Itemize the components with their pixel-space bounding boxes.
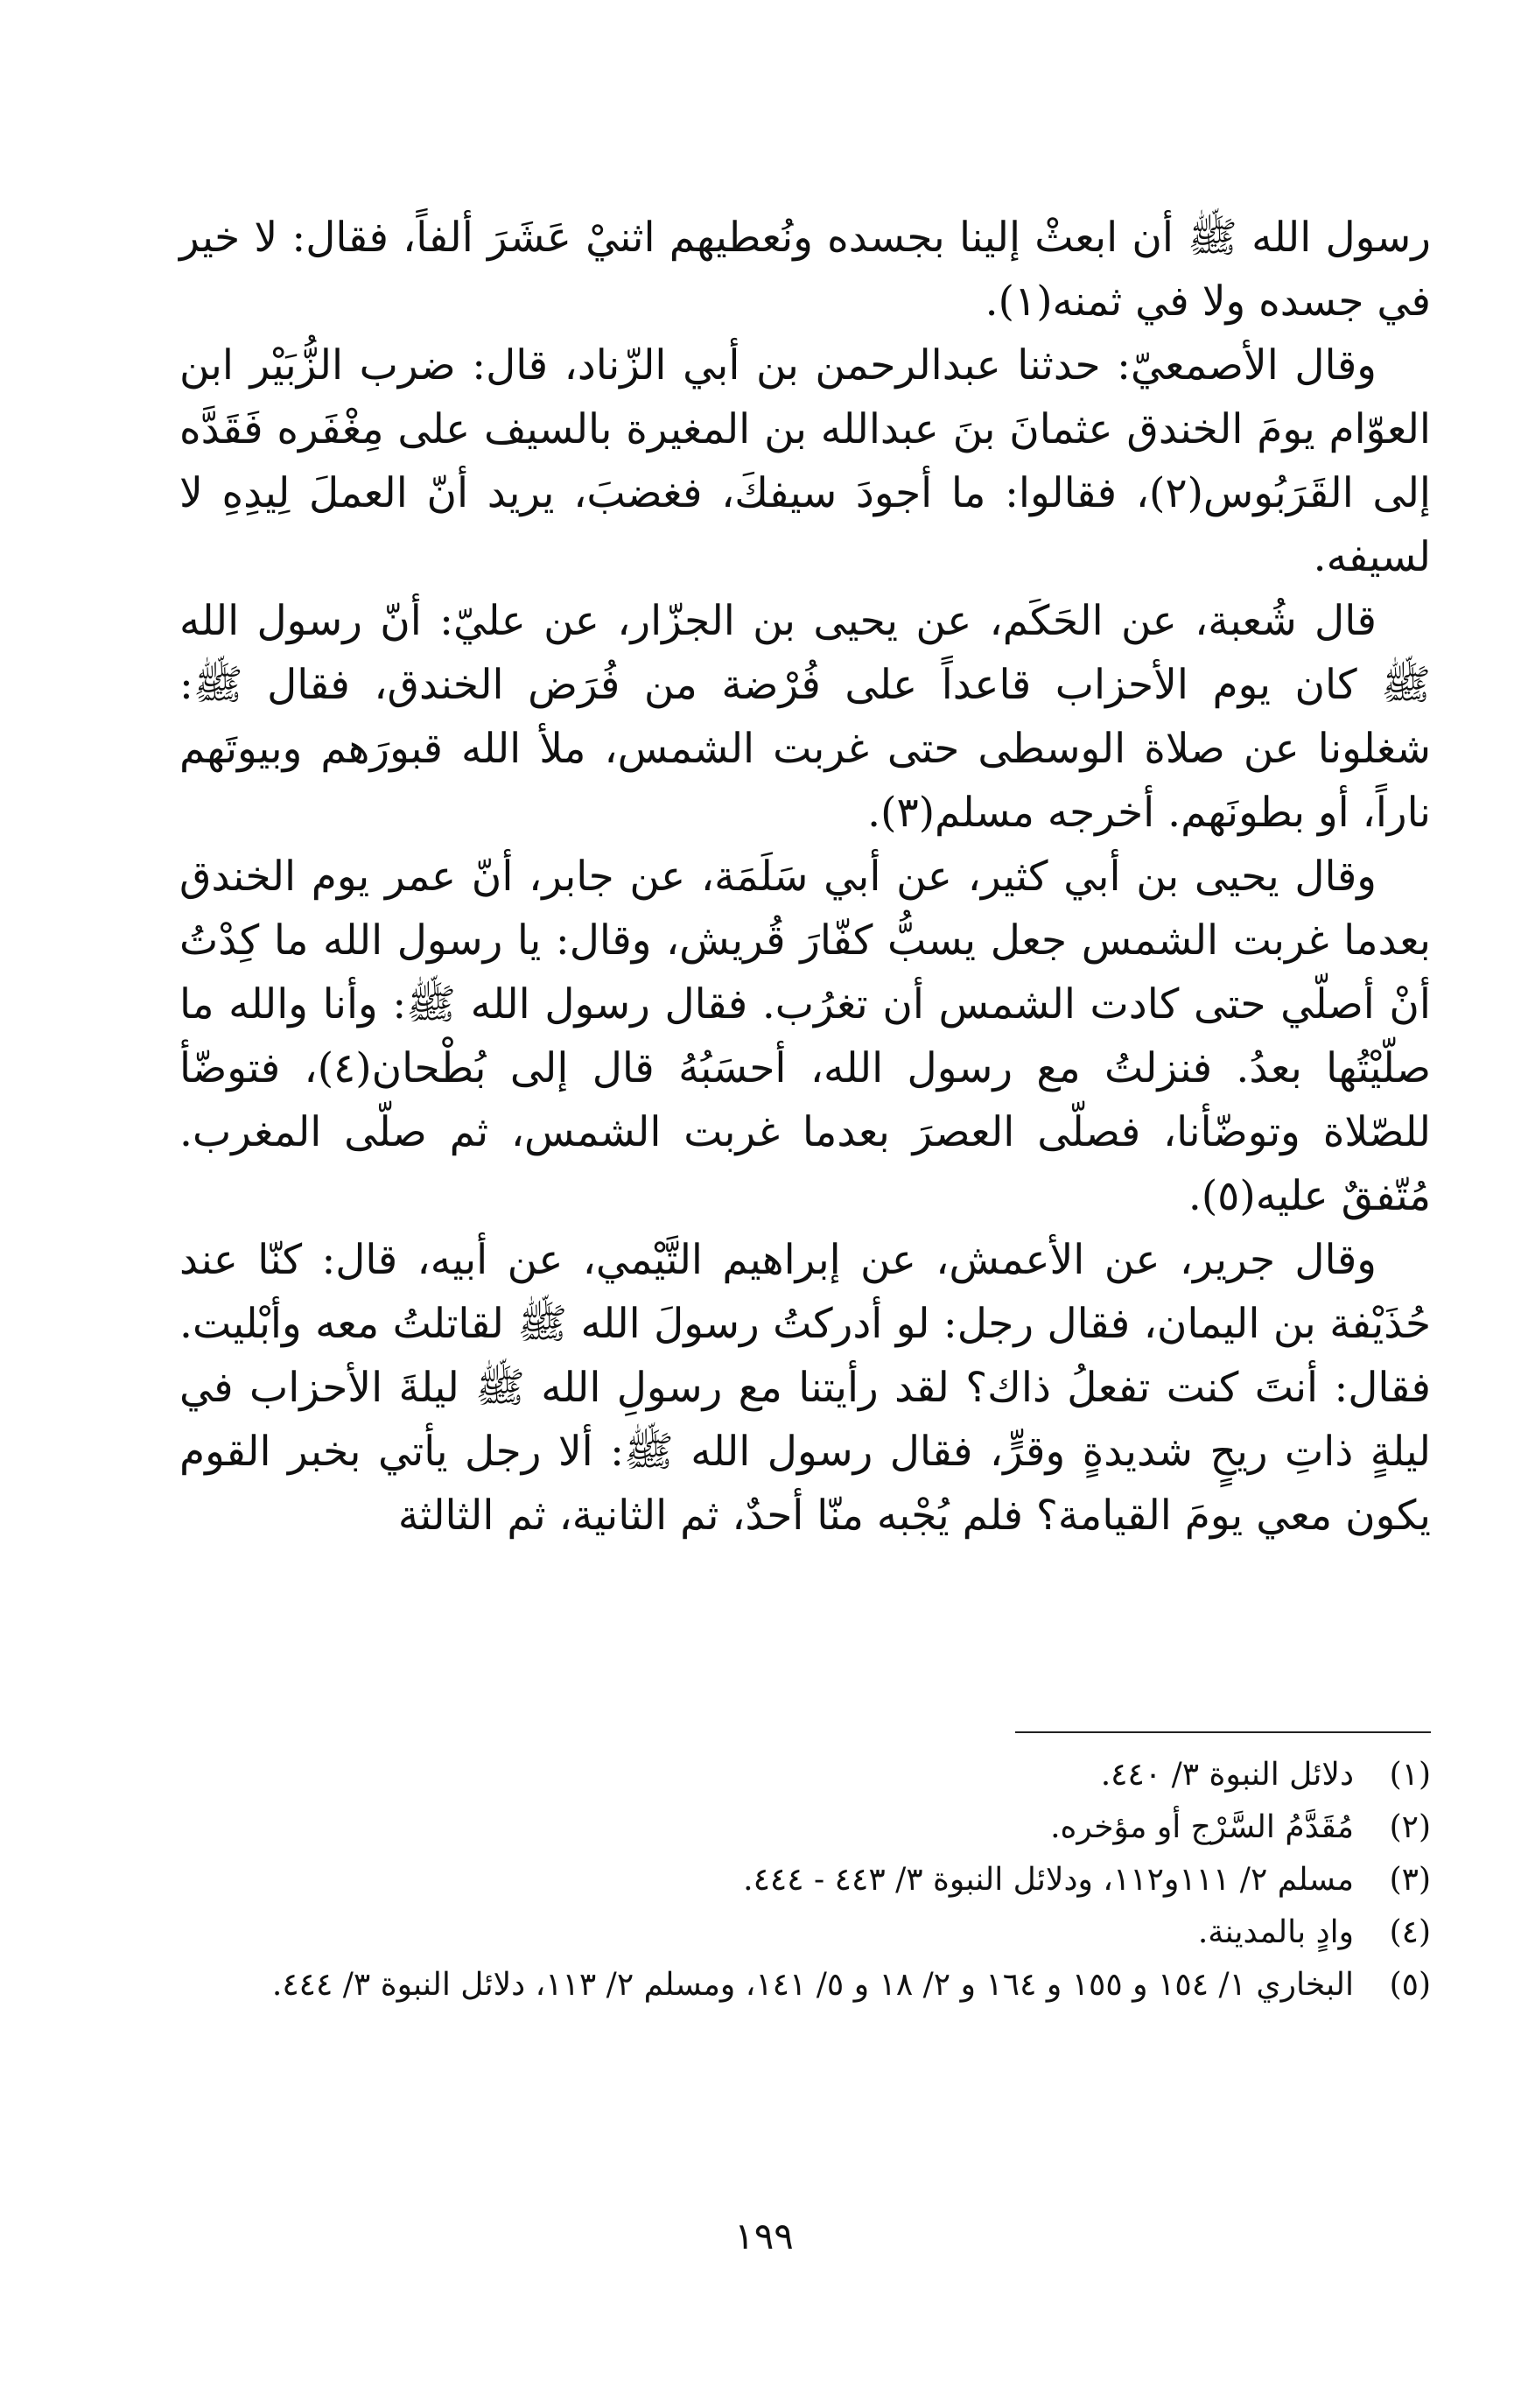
footnote-number: (٤) [1389, 1914, 1431, 1950]
footnote-text: البخاري ١/ ١٥٤ و ١٥٥ و ١٦٤ و ٢/ ١٨ و ٥/ ١٤١، ومسلم ٢/ ١١٣، دلائل النبوة ٣/ ٤٤٤. [271, 1967, 1354, 2003]
paragraph: وقال الأصمعيّ: حدثنا عبدالرحمن بن أبي الزّناد، قال: ضرب الزُّبَيْر ابن العوّام يومَ الخندق عثمانَ بنَ عبدالله بن المغيرة بالسيف على مِغْفَره فَقَدَّه إلى القَرَبُوس(٢)، فقالوا: ما أجودَ سيفكَ، فغضبَ، يريد أنّ العملَ لِيدِهِ لا لسيفه. [179, 341, 1431, 581]
footnote-text: مُقَدَّمُ السَّرْج أو مؤخره. [1050, 1809, 1354, 1845]
paragraph: وقال جرير، عن الأعمش، عن إبراهيم التَّيْمي، عن أبيه، قال: كنّا عند حُذَيْفة بن اليمان، فقال رجل: لو أدركتُ رسولَ الله ﷺ لقاتلتُ معه وأبْليت. فقال: أنتَ كنت تفعلُ ذاك؟ لقد رأيتنا مع رسولِ الله ﷺ ليلةَ الأحزاب في ليلةٍ ذاتِ ريحٍ شديدةٍ وقرٍّ، فقال رسول الله ﷺ: ألا رجل يأتي بخبر القوم يكون معي يومَ القيامة؟ فلم يُجْبه منّا أحدٌ، ثم الثانية، ثم الثالثة [179, 1236, 1431, 1540]
footnote-number: (٢) [1389, 1809, 1431, 1845]
footnote-item [179, 1751, 1431, 1800]
footnote-item [179, 1908, 1431, 1957]
footnote-item [179, 1803, 1431, 1852]
footnote-divider [1015, 1731, 1431, 1733]
paragraph: رسول الله ﷺ أن ابعثْ إلينا بجسده ونُعطيهم اثنيْ عَشَرَ ألفاً، فقال: لا خير في جسده ولا في ثمنه(١). [179, 214, 1431, 326]
footnote-text: وادٍ بالمدينة. [1197, 1914, 1354, 1950]
footnote-item [179, 1856, 1431, 1905]
page-body [179, 206, 1431, 1548]
footnotes [179, 1731, 1431, 2013]
footnote-number: (٥) [1389, 1967, 1431, 2003]
paragraph: وقال يحيى بن أبي كثير، عن أبي سَلَمَة، عن جابر، أنّ عمر يوم الخندق بعدما غربت الشمس جعل يسبُّ كفّارَ قُريش، وقال: يا رسول الله ما كِدْتُ أنْ أصلّي حتى كادت الشمس أن تغرُب. فقال رسول الله ﷺ: وأنا والله ما صلّيْتُها بعدُ. فنزلتُ مع رسول الله، أحسَبُهُ قال إلى بُطْحان(٤)، فتوضّأ للصّلاة وتوضّأنا، فصلّى العصرَ بعدما غربت الشمس، ثم صلّى المغرب. مُتّفقٌ عليه(٥). [179, 853, 1431, 1220]
footnote-text: مسلم ٢/ ١١١و١١٢، ودلائل النبوة ٣/ ٤٤٣ - ٤٤٤. [743, 1862, 1354, 1898]
footnote-number: (١) [1389, 1757, 1431, 1793]
footnote-text: دلائل النبوة ٣/ ٤٤٠. [1100, 1757, 1354, 1793]
page-number: ١٩٩ [734, 2215, 794, 2257]
footnote-number: (٣) [1389, 1862, 1431, 1898]
paragraph: قال شُعبة، عن الحَكَم، عن يحيى بن الجزّار، عن عليّ: أنّ رسول الله ﷺ كان يوم الأحزاب قاعداً على فُرْضة من فُرَض الخندق، فقال ﷺ: شغلونا عن صلاة الوسطى حتى غربت الشمس، ملأ الله قبورَهم وبيوتَهم ناراً، أو بطونَهم. أخرجه مسلم(٣). [179, 597, 1431, 837]
footnote-item [179, 1961, 1431, 2010]
